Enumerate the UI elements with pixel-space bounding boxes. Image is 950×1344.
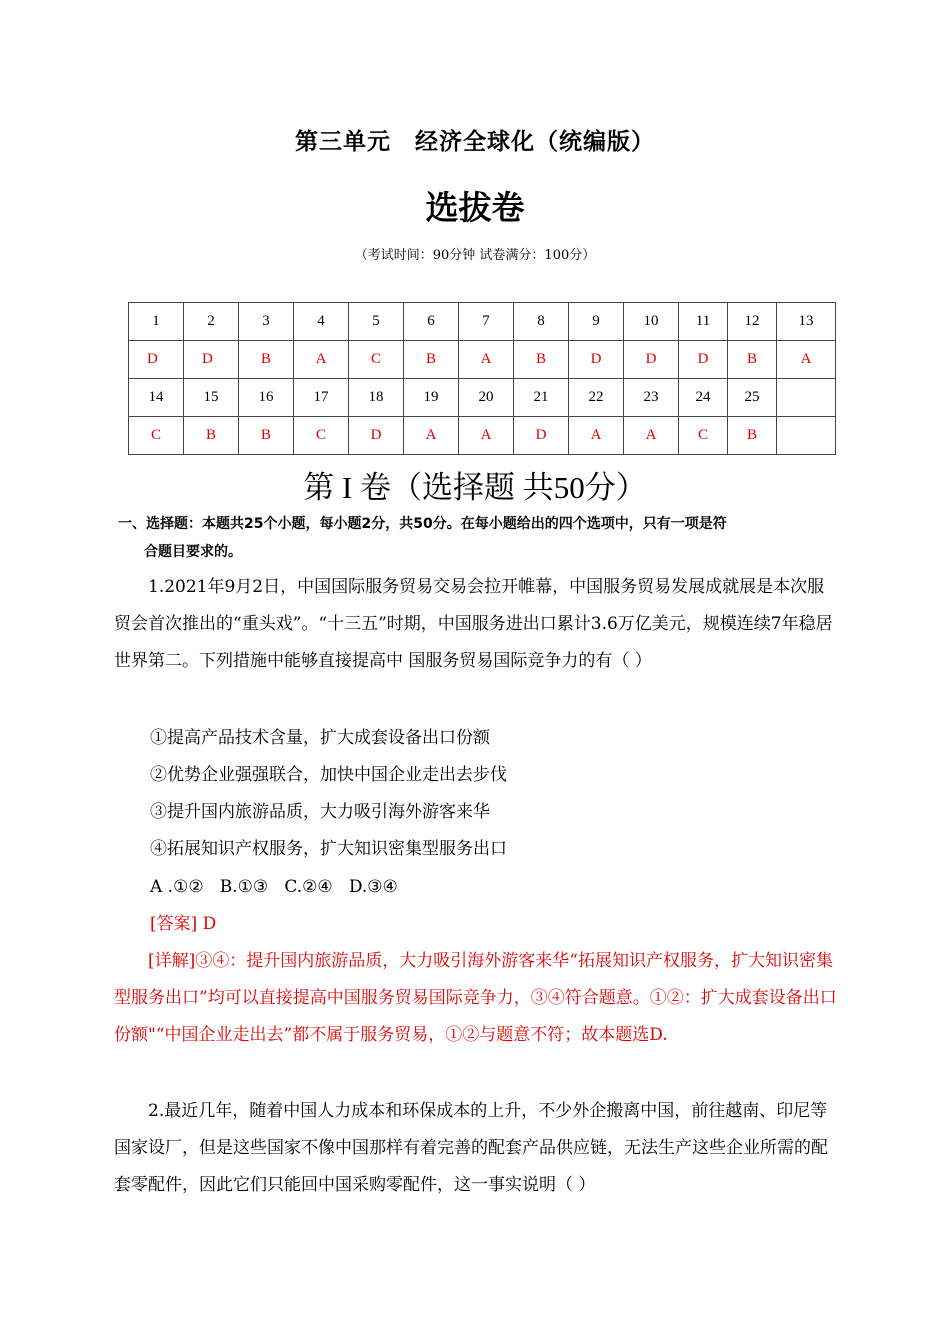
question-1-choices: A .①② B.①③ C.②④ D.③④ — [150, 877, 398, 897]
question-number-cell: 1 — [129, 303, 184, 341]
question-number-cell: 19 — [404, 379, 459, 417]
question-1-statement-1: ①提高产品技术含量，扩大成套设备出口份额 — [150, 728, 490, 748]
answer-cell: B — [728, 417, 777, 455]
question-1-explanation: [详解]③④：提升国内旅游品质，大力吸引海外游客来华“拓展知识产权服务，扩大知识密集型服务出口”均可以直接提高中国服务贸易国际竞争力，③④符合题意。①②：扩大成套设备出口份额"“中国企业走出去”都不属于服务贸易，①②与题意不符；故本题选D. — [114, 951, 837, 1045]
question-1-answer: [答案] D — [150, 914, 217, 934]
table-row-answers-2 — [129, 417, 836, 455]
question-number-cell: 6 — [404, 303, 459, 341]
question-number-cell: 16 — [239, 379, 294, 417]
question-number-cell: 18 — [349, 379, 404, 417]
question-number-cell: 4 — [294, 303, 349, 341]
question-number-cell: 7 — [459, 303, 514, 341]
answer-cell: A — [459, 341, 514, 379]
question-number-cell: 23 — [624, 379, 679, 417]
question-number-cell: 24 — [679, 379, 728, 417]
instructions-line-2: 合题目要求的。 — [144, 544, 242, 560]
answer-cell: A — [404, 417, 459, 455]
question-number-cell: 17 — [294, 379, 349, 417]
instructions — [118, 510, 838, 566]
answer-cell: D — [129, 341, 184, 379]
answer-cell: D — [349, 417, 404, 455]
question-number-cell: 14 — [129, 379, 184, 417]
question-number-cell: 3 — [239, 303, 294, 341]
answer-cell: B — [184, 417, 239, 455]
answer-cell: D — [679, 341, 728, 379]
answer-cell: C — [129, 417, 184, 455]
answer-cell: B — [239, 417, 294, 455]
question-2-stem: 2.最近几年，随着中国人力成本和环保成本的上升，不少外企搬离中国，前往越南、印尼等国家设厂，但是这些国家不像中国那样有着完善的配套产品供应链，无法生产这些企业所需的配套零配件，因此它们只能回中国采购零配件，这一事实说明（ ） — [114, 1101, 828, 1195]
question-number-cell: 10 — [624, 303, 679, 341]
answer-cell: D — [514, 417, 569, 455]
answer-cell: A — [459, 417, 514, 455]
answer-cell: D — [624, 341, 679, 379]
question-number-cell: 11 — [679, 303, 728, 341]
question-number-cell — [777, 379, 836, 417]
question-number-cell: 20 — [459, 379, 514, 417]
question-number-cell: 22 — [569, 379, 624, 417]
answer-cell: A — [294, 341, 349, 379]
answer-cell: D — [569, 341, 624, 379]
answer-cell: C — [349, 341, 404, 379]
table-row-numbers-1 — [129, 303, 836, 341]
question-number-cell: 15 — [184, 379, 239, 417]
unit-title: 第三单元 经济全球化（统编版） — [295, 129, 655, 155]
answer-cell: C — [294, 417, 349, 455]
answer-cell: A — [569, 417, 624, 455]
answer-cell: A — [777, 341, 836, 379]
question-number-cell: 21 — [514, 379, 569, 417]
question-number-cell: 8 — [514, 303, 569, 341]
answer-cell: B — [239, 341, 294, 379]
question-number-cell: 2 — [184, 303, 239, 341]
question-1-stem: 1.2021年9月2日，中国国际服务贸易交易会拉开帷幕，中国服务贸易发展成就展是本次服贸会首次推出的“重头戏”。“十三五”时期，中国服务进出口累计3.6万亿美元，规模连续7年稳居世界第二。下列措施中能够直接提高中 国服务贸易国际竞争力的有（ ） — [114, 577, 833, 671]
answer-cell: B — [514, 341, 569, 379]
answer-key-table — [128, 302, 836, 455]
question-1-statement-4: ④拓展知识产权服务，扩大知识密集型服务出口 — [150, 839, 507, 859]
section-title: 第 I 卷（选择题 共50分） — [303, 470, 647, 505]
answer-cell: D — [184, 341, 239, 379]
table-row-numbers-2 — [129, 379, 836, 417]
paper-type-title: 选拔卷 — [425, 188, 525, 227]
answer-cell: A — [624, 417, 679, 455]
question-number-cell: 5 — [349, 303, 404, 341]
question-number-cell: 13 — [777, 303, 836, 341]
exam-info: （考试时间：90分钟 试卷满分：100分） — [354, 248, 596, 263]
question-1-statement-3: ③提升国内旅游品质，大力吸引海外游客来华 — [150, 802, 490, 822]
answer-cell: C — [679, 417, 728, 455]
answer-cell: B — [404, 341, 459, 379]
question-number-cell: 9 — [569, 303, 624, 341]
question-number-cell: 12 — [728, 303, 777, 341]
answer-cell: B — [728, 341, 777, 379]
answer-cell — [777, 417, 836, 455]
question-number-cell: 25 — [728, 379, 777, 417]
question-1-statement-2: ②优势企业强强联合，加快中国企业走出去步伐 — [150, 765, 507, 785]
instructions-line-1: 一、选择题：本题共25个小题，每小题2分，共50分。在每小题给出的四个选项中，只有一项是符 — [118, 516, 727, 532]
table-row-answers-1 — [129, 341, 836, 379]
